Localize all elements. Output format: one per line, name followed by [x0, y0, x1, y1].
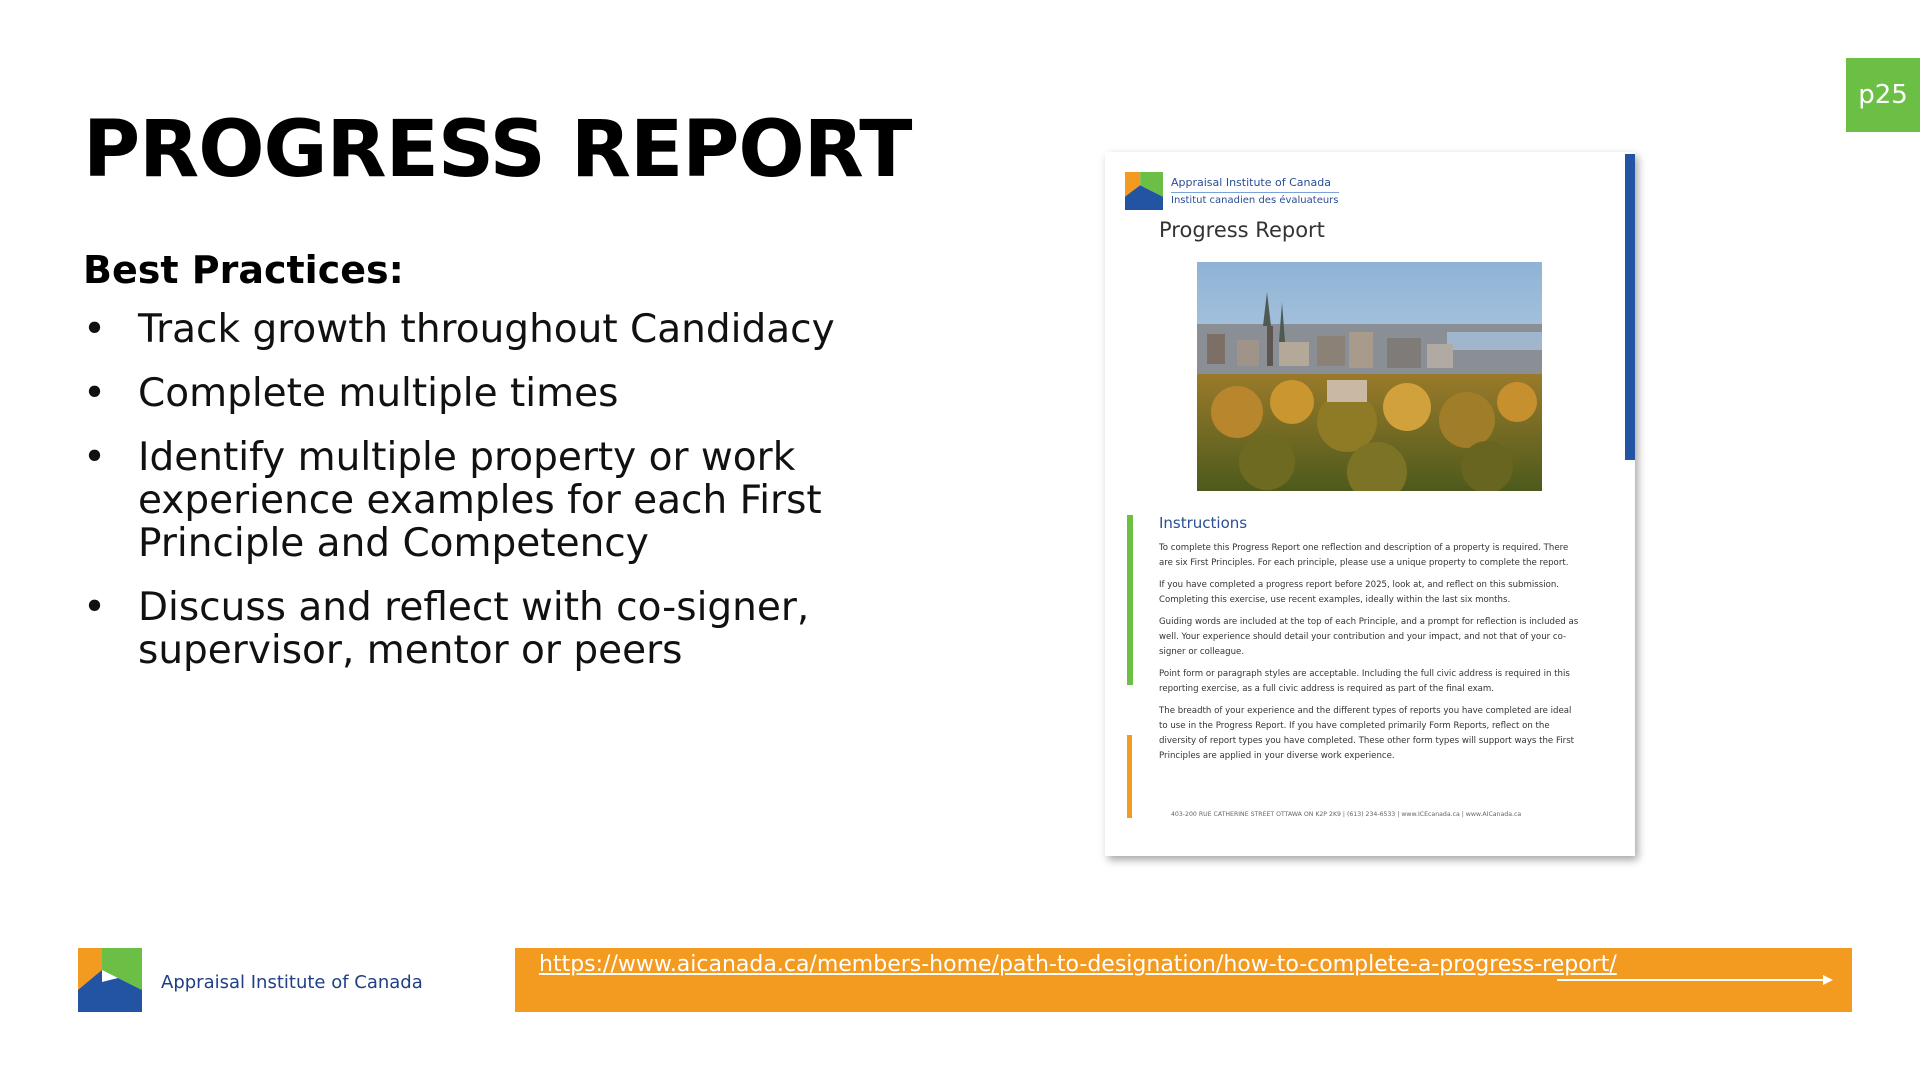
url-banner [515, 948, 1852, 1012]
document-org-name-en: Appraisal Institute of Canada [1171, 176, 1331, 189]
list-item: • Identify multiple property or work experience examples for each First Principle and Competency [83, 435, 822, 566]
instructions-text [1159, 541, 1579, 771]
instruction-paragraph: If you have completed a progress report before 2025, look at, and reflect on this submission. Completing this exercise, use recent examples, ideally within the last six months. [1159, 580, 1560, 605]
aic-logo-icon [78, 948, 142, 1012]
progress-report-document-preview [1105, 152, 1635, 856]
best-practices-list [83, 308, 843, 693]
city-aerial-photo [1197, 262, 1542, 491]
instructions-heading: Instructions [1159, 514, 1248, 532]
bullet-text: Identify multiple property or work experience examples for each First Principle and Competency [138, 435, 822, 566]
list-item: • Complete multiple times [83, 371, 619, 416]
progress-report-link[interactable]: https://www.aicanada.ca/members-home/path-to-designation/how-to-complete-a-progress-report/ [539, 952, 1617, 977]
document-accent-bar-blue [1625, 154, 1635, 460]
document-accent-bar-green [1127, 515, 1133, 685]
arrow-right-icon [1557, 974, 1833, 986]
aic-logo-icon [1125, 172, 1163, 210]
instruction-paragraph: The breadth of your experience and the different types of reports you have completed are ideal to use in the Progress Report. If you have completed primarily Form Reports, reflect on the diversity of report types you have completed. These other form types will support ways the First Principles are applied in your diverse work experience. [1159, 706, 1575, 761]
bullet-text: Complete multiple times [138, 371, 619, 416]
page-title: PROGRESS REPORT [83, 105, 912, 195]
bullet-text: Discuss and reflect with co-signer, supervisor, mentor or peers [138, 585, 810, 673]
best-practices-heading: Best Practices: [83, 248, 404, 292]
instruction-paragraph: To complete this Progress Report one reflection and description of a property is required. There are six First Principles. For each principle, please use a unique property to complete the report. [1159, 543, 1569, 568]
document-title: Progress Report [1159, 218, 1325, 242]
document-org-name-fr: Institut canadien des évaluateurs [1171, 192, 1339, 206]
instruction-paragraph: Point form or paragraph styles are acceptable. Including the full civic address is required in this reporting exercise, as a full civic address is required as part of the final exam. [1159, 669, 1570, 694]
footer-org-name: Appraisal Institute of Canada [161, 972, 423, 993]
list-item: • Discuss and reflect with co-signer, supervisor, mentor or peers [83, 585, 810, 673]
document-accent-bar-orange [1127, 735, 1132, 818]
list-item: • Track growth throughout Candidacy [83, 307, 835, 352]
document-footer: 403-200 RUE CATHERINE STREET OTTAWA ON K2P 2K9 | (613) 234-6533 | www.ICEcanada.ca | www.AICanada.ca [1171, 811, 1522, 818]
instruction-paragraph: Guiding words are included at the top of each Principle, and a prompt for reflection is included as well. Your experience should detail your contribution and your impact, and not that of your co-signer or colleague. [1159, 617, 1579, 657]
page-number-badge: p25 [1846, 58, 1920, 132]
bullet-text: Track growth throughout Candidacy [138, 307, 835, 352]
